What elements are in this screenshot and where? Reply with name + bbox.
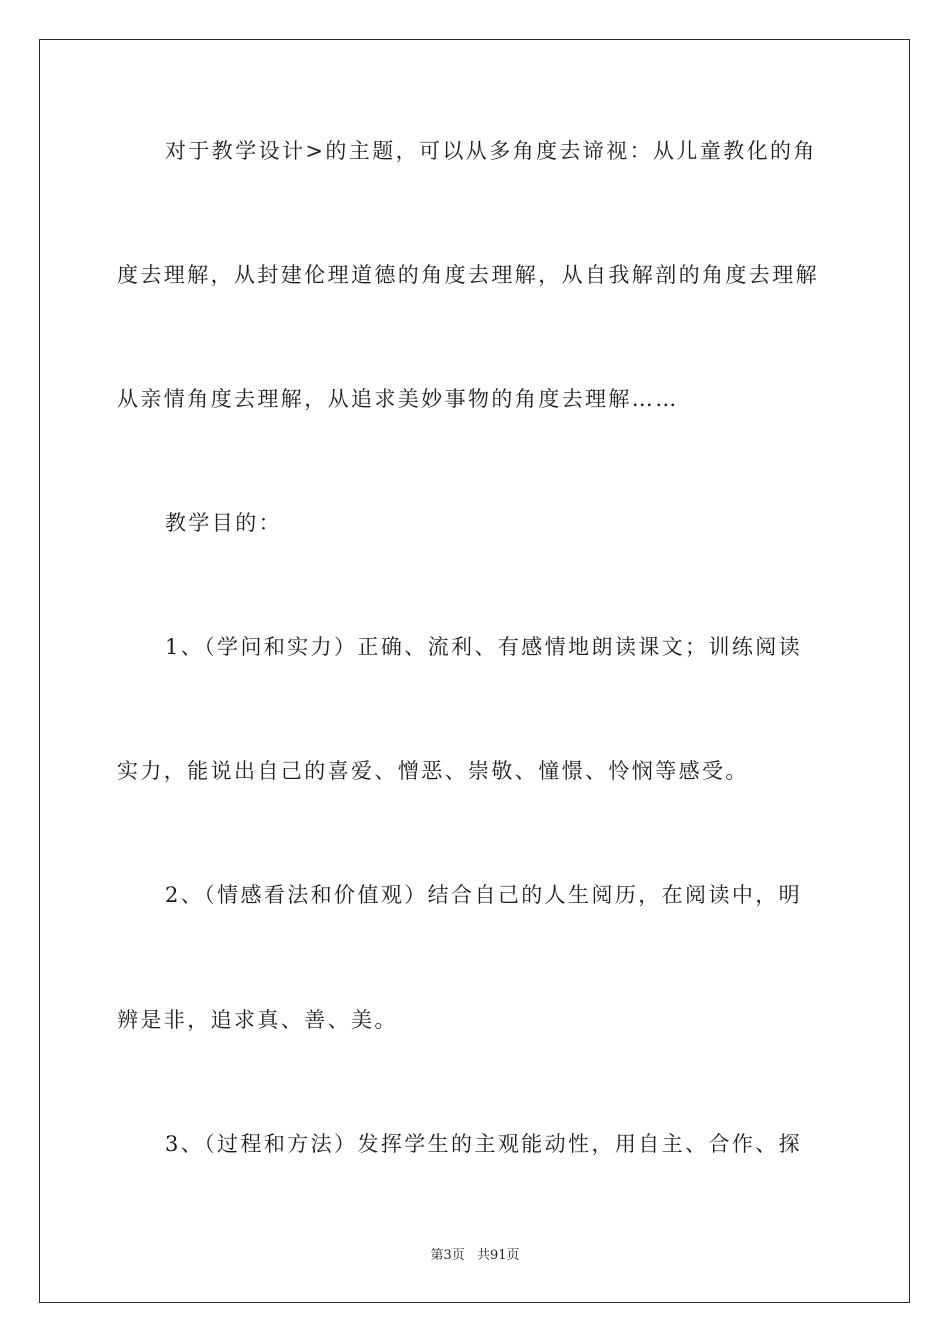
- paragraph-line: 度去理解，从封建伦理道德的角度去理解，从自我解剖的角度去理解: [117, 263, 819, 287]
- paragraph-line: 3、（过程和方法）发挥学生的主观能动性，用自主、合作、探: [165, 1132, 803, 1156]
- page-footer: [0, 1247, 950, 1265]
- paragraph-line: 从亲情角度去理解，从追求美妙事物的角度去理解……: [117, 387, 679, 411]
- paragraph-line: 1、（学问和实力）正确、流利、有感情地朗读课文；训练阅读: [165, 635, 803, 659]
- paragraph-line: 辨是非，追求真、善、美。: [117, 1008, 398, 1032]
- page-number: 第3页: [430, 1248, 465, 1263]
- page-total: 共91页: [476, 1248, 520, 1263]
- paragraph-line: 2、（情感看法和价值观）结合自己的人生阅历，在阅读中，明: [165, 883, 803, 907]
- page-border: [39, 39, 910, 1303]
- paragraph-line: 对于教学设计>的主题，可以从多角度去谛视：从儿童教化的角: [165, 139, 817, 163]
- paragraph-line: 实力，能说出自己的喜爱、憎恶、崇敬、憧憬、怜悯等感受。: [117, 759, 749, 783]
- section-heading: 教学目的：: [165, 511, 282, 535]
